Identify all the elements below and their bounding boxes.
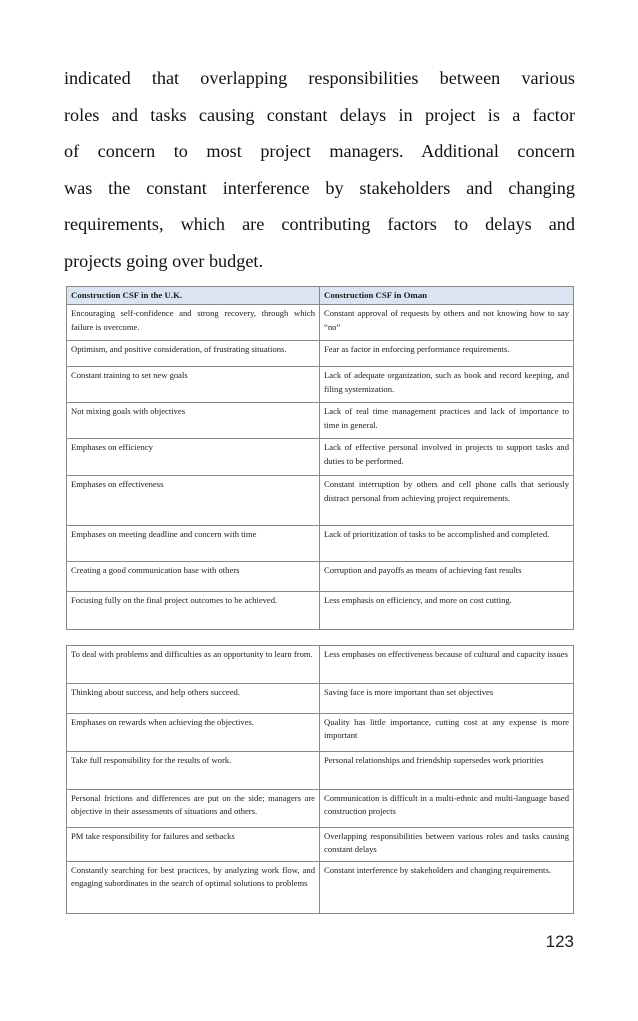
- oman-cell: Fear as factor in enforcing performance requirements.: [320, 341, 574, 367]
- oman-cell: Personal relationships and friendship supersedes work priorities: [320, 752, 574, 790]
- oman-cell: Less emphasis on efficiency, and more on cost cutting.: [320, 592, 574, 630]
- uk-cell: Focusing fully on the final project outcomes to be achieved.: [67, 592, 320, 630]
- oman-cell: Corruption and payoffs as means of achieving fast results: [320, 562, 574, 592]
- page-number: 123: [545, 932, 574, 951]
- uk-cell: Take full responsibility for the results of work.: [67, 752, 320, 790]
- uk-cell: Emphases on rewards when achieving the objectives.: [67, 714, 320, 752]
- uk-cell: Optimism, and positive consideration, of frustrating situations.: [67, 341, 320, 367]
- oman-cell: Constant approval of requests by others and not knowing how to say “no”: [320, 305, 574, 341]
- table-row: [67, 403, 574, 439]
- paragraph-line: roles and tasks causing constant delays in project is a factor: [64, 104, 575, 125]
- oman-cell: Communication is difficult in a multi-ethnic and multi-language based construction projects: [320, 790, 574, 828]
- table-row: [67, 562, 574, 592]
- uk-cell: Constantly searching for best practices, by analyzing work flow, and engaging subordinates in the search of optimal solutions to problems: [67, 862, 320, 914]
- table-header-row: [67, 287, 574, 305]
- table-row: [67, 862, 574, 914]
- table-row: [67, 714, 574, 752]
- paragraph-line: was the constant interference by stakeholders and changing: [64, 177, 575, 198]
- table-row: [67, 684, 574, 714]
- body-paragraph: [64, 60, 575, 279]
- paragraph-line: requirements, which are contributing factors to delays and: [64, 214, 575, 234]
- table-row: [67, 367, 574, 403]
- uk-cell: Creating a good communication base with others: [67, 562, 320, 592]
- uk-cell: Emphases on effectiveness: [67, 476, 320, 526]
- oman-cell: Constant interference by stakeholders and changing requirements.: [320, 862, 574, 914]
- table-row: [67, 752, 574, 790]
- paragraph-line: projects going over budget.: [64, 250, 264, 271]
- oman-cell: Lack of adequate organization, such as book and record keeping, and filing systemization.: [320, 367, 574, 403]
- oman-cell: Less emphases on effectiveness because of cultural and capacity issues: [320, 646, 574, 684]
- uk-cell: Encouraging self-confidence and strong recovery, through which failure is overcome.: [67, 305, 320, 341]
- oman-cell: Lack of effective personal involved in projects to support tasks and duties to be performed.: [320, 439, 574, 476]
- oman-cell: Lack of real time management practices and lack of importance to time in general.: [320, 403, 574, 439]
- csf-comparison-table-2: [66, 645, 574, 914]
- header-uk: Construction CSF in the U.K.: [67, 287, 320, 305]
- table-row: [67, 790, 574, 828]
- table-row: [67, 439, 574, 476]
- uk-cell: Constant training to set new goals: [67, 367, 320, 403]
- uk-cell: Thinking about success, and help others succeed.: [67, 684, 320, 714]
- oman-cell: Lack of prioritization of tasks to be accomplished and completed.: [320, 526, 574, 562]
- paragraph-line: indicated that overlapping responsibilities between various: [64, 68, 575, 88]
- uk-cell: To deal with problems and difficulties as an opportunity to learn from.: [67, 646, 320, 684]
- oman-cell: Constant interruption by others and cell phone calls that seriously distract personal from achieving project requirements.: [320, 476, 574, 526]
- uk-cell: PM take responsibility for failures and setbacks: [67, 828, 320, 862]
- table-row: [67, 305, 574, 341]
- uk-cell: Emphases on meeting deadline and concern with time: [67, 526, 320, 562]
- table-row: [67, 526, 574, 562]
- table-row: [67, 828, 574, 862]
- table-row: [67, 646, 574, 684]
- oman-cell: Overlapping responsibilities between various roles and tasks causing constant delays: [320, 828, 574, 862]
- uk-cell: Not mixing goals with objectives: [67, 403, 320, 439]
- uk-cell: Personal frictions and differences are put on the side; managers are objective in their assessments of situations and others.: [67, 790, 320, 828]
- table-row: [67, 341, 574, 367]
- oman-cell: Quality has little importance, cutting cost at any expense is more important: [320, 714, 574, 752]
- csf-comparison-table-1: [66, 286, 574, 630]
- table-row: [67, 592, 574, 630]
- header-oman: Construction CSF in Oman: [320, 287, 574, 305]
- paragraph-line: of concern to most project managers. Additional concern: [64, 141, 575, 161]
- table-row: [67, 476, 574, 526]
- oman-cell: Saving face is more important than set objectives: [320, 684, 574, 714]
- uk-cell: Emphases on efficiency: [67, 439, 320, 476]
